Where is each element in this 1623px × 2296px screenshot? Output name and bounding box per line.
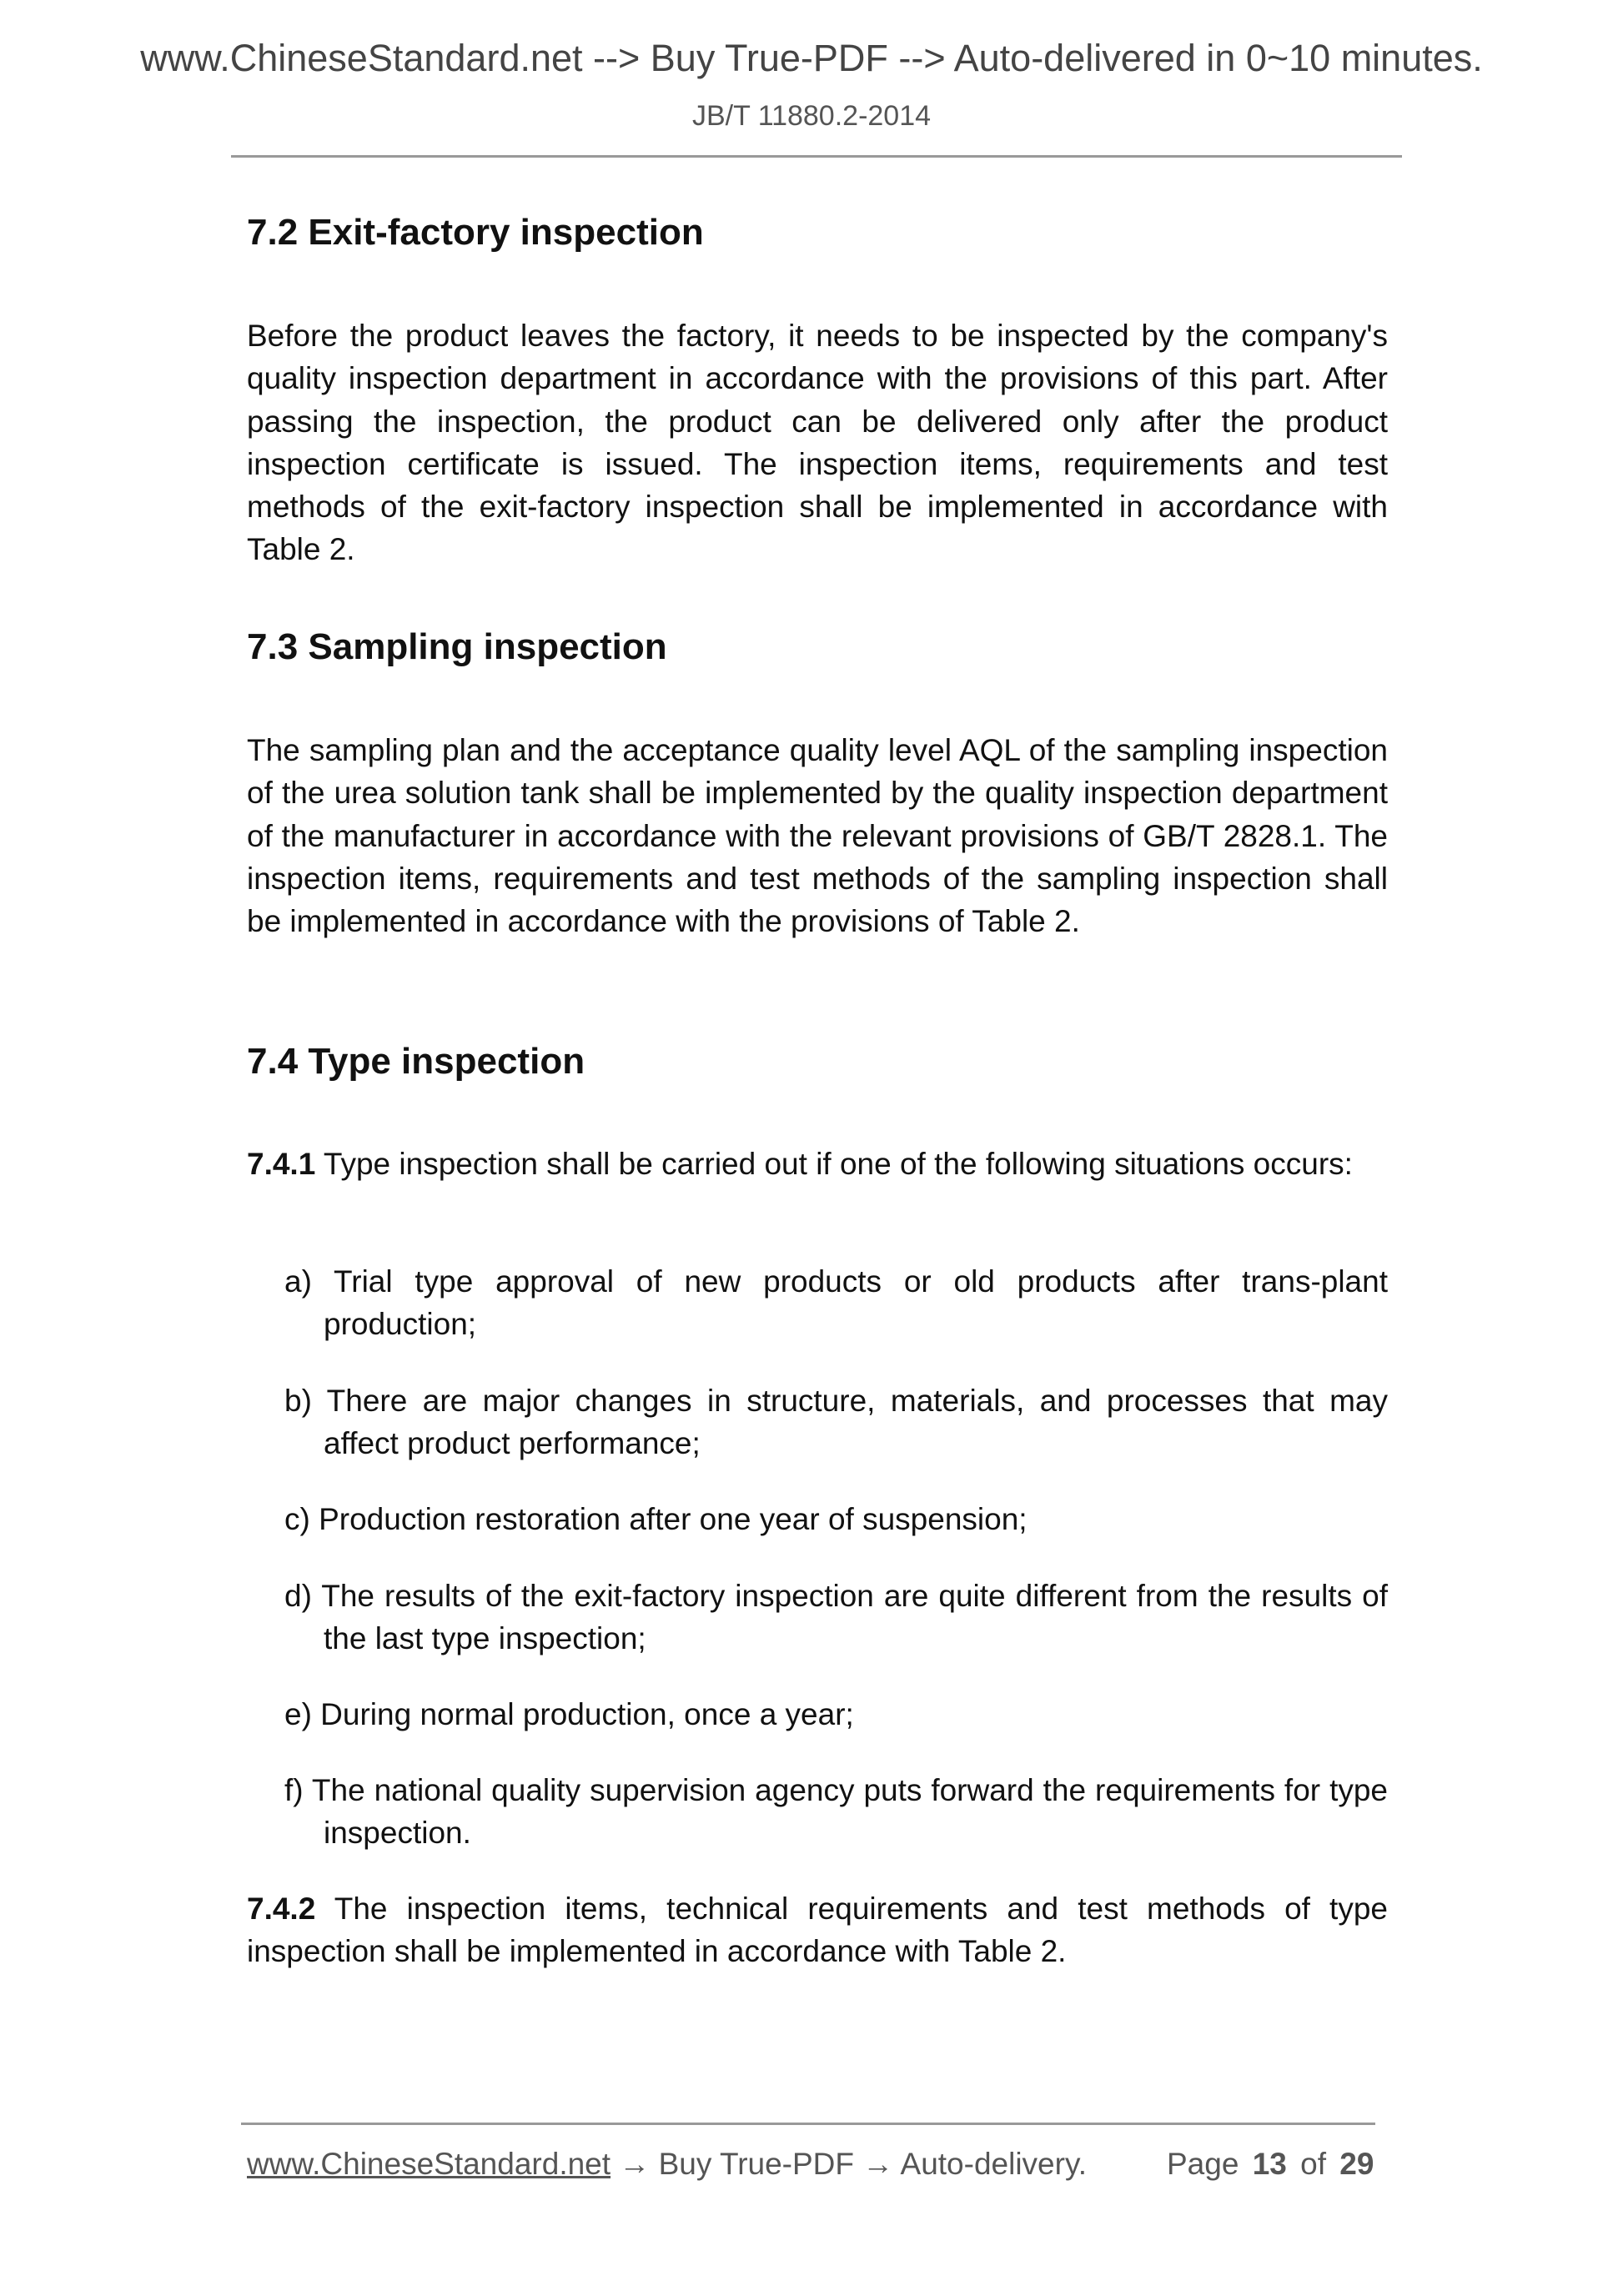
section-7-3-paragraph: The sampling plan and the acceptance quality level AQL of the sampling inspection of the urea solution tank shall be implemented by the quality inspection department of the manufacturer in accordance with the relevant provisions of GB/T 2828.1. The inspection items, requirements and test methods of the sampling inspection shall be implemented in accordance with the provisions of Table 2. xyxy=(247,733,1388,939)
page-indicator xyxy=(1167,2147,1374,2182)
top-banner: www.ChineseStandard.net --> Buy True-PDF --> Auto-delivered in 0~10 minutes. xyxy=(140,37,1483,79)
section-7-2-paragraph: Before the product leaves the factory, it needs to be inspected by the company's quality inspection department in accordance with the provisions of this part. After passing the inspection, the product can be delivered only after the product inspection certificate is issued. The inspection items, requirements and test methods of the exit-factory inspection shall be implemented in accordance with Table 2. xyxy=(247,319,1388,567)
clause-7-4-1 xyxy=(247,1143,1388,1185)
footer-site-link[interactable]: www.ChineseStandard.net xyxy=(247,2147,611,2181)
list-item-f: f) The national quality supervision agency puts forward the requirements for type inspection. xyxy=(284,1773,1388,1851)
list-item-c: c) Production restoration after one year of suspension; xyxy=(284,1502,1028,1536)
footer-left xyxy=(247,2147,1087,2182)
section-heading-7-4: 7.4 Type inspection xyxy=(247,1041,585,1082)
section-heading-7-3: 7.3 Sampling inspection xyxy=(247,626,667,667)
clause-text: Type inspection shall be carried out if one of the following situations occurs: xyxy=(315,1147,1353,1181)
page-total: 29 xyxy=(1339,2147,1374,2181)
header-divider xyxy=(231,155,1402,158)
of-label: of xyxy=(1300,2147,1326,2181)
list-item-d: d) The results of the exit-factory inspection are quite different from the results of the last type inspection; xyxy=(284,1579,1388,1656)
section-heading-7-2: 7.2 Exit-factory inspection xyxy=(247,212,704,253)
clause-7-4-2 xyxy=(247,1887,1388,1973)
page-current: 13 xyxy=(1252,2147,1287,2181)
page-label: Page xyxy=(1167,2147,1239,2181)
clause-number: 7.4.2 xyxy=(247,1892,316,1926)
footer-tagline: → Buy True-PDF → Auto-delivery. xyxy=(611,2147,1087,2181)
list-item-b: b) There are major changes in structure, materials, and processes that may affect product performance; xyxy=(284,1384,1388,1461)
document-code: JB/T 11880.2-2014 xyxy=(691,100,932,132)
clause-text: The inspection items, technical requirements and test methods of type inspection shall be implemented in accordance with Table 2. xyxy=(247,1892,1388,1969)
list-item-a: a) Trial type approval of new products or old products after trans-plant production; xyxy=(284,1264,1388,1342)
footer-divider xyxy=(241,2123,1375,2125)
list-item-e: e) During normal production, once a year; xyxy=(284,1697,854,1731)
clause-number: 7.4.1 xyxy=(247,1147,316,1181)
